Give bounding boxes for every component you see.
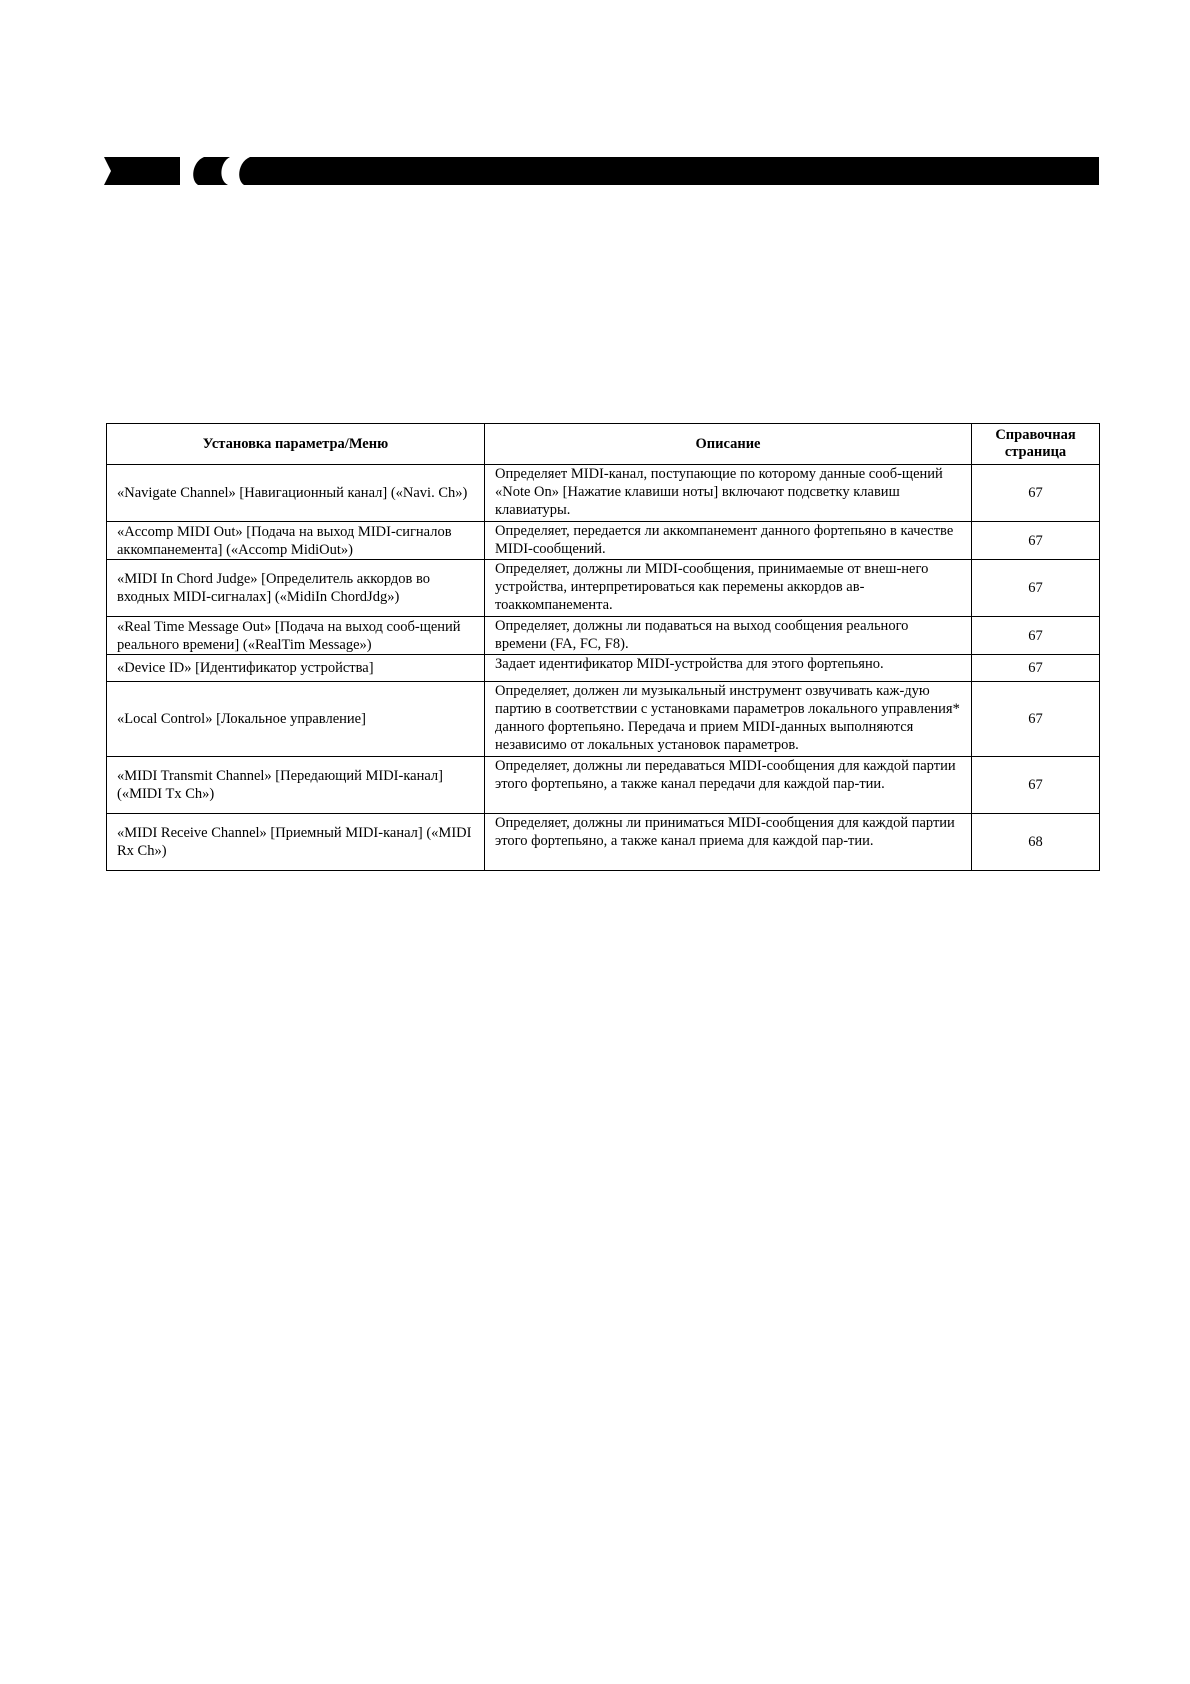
midi-parameters-table (106, 423, 1100, 871)
param-cell: «Accomp MIDI Out» [Подача на выход MIDI-сигналов аккомпанемента] («Accomp MidiOut») (107, 522, 485, 560)
page-cell: 67 (972, 522, 1100, 560)
description-cell: Определяет, должны ли передаваться MIDI-сообщения для каждой партии этого фортепьяно, а также канал передачи для каждой пар-тии. (485, 757, 972, 814)
table-row (107, 617, 1100, 655)
header-description: Описание (485, 424, 972, 465)
description-cell: Определяет, должен ли музыкальный инструмент озвучивать каж-дую партию в соответствии с установками параметров локального управления* данного фортепьяно. Передача и прием MIDI-данных выполняются независимо от локальных установок параметров. (485, 682, 972, 757)
page-cell: 67 (972, 655, 1100, 682)
header-param: Установка параметра/Меню (107, 424, 485, 465)
table-row (107, 757, 1100, 814)
description-cell: Задает идентификатор MIDI-устройства для этого фортепьяно. (485, 655, 972, 682)
page-cell: 67 (972, 560, 1100, 617)
page-cell: 67 (972, 757, 1100, 814)
table-header-row (107, 424, 1100, 465)
header-bar-main-block (239, 157, 1099, 185)
param-cell: «MIDI Transmit Channel» [Передающий MIDI-канал] («MIDI Tx Ch») (107, 757, 485, 814)
page-cell: 68 (972, 814, 1100, 871)
table-row (107, 655, 1100, 682)
page-cell: 67 (972, 617, 1100, 655)
description-cell: Определяет, должны ли подаваться на выход сообщения реального времени (FA, FC, F8). (485, 617, 972, 655)
description-cell: Определяет, должны ли MIDI-сообщения, принимаемые от внеш-него устройства, интерпретироваться как перемены аккордов ав-тоаккомпанемента. (485, 560, 972, 617)
description-cell: Определяет, должны ли приниматься MIDI-сообщения для каждой партии этого фортепьяно, а также канал приема для каждой пар-тии. (485, 814, 972, 871)
header-page: Справочная страница (972, 424, 1100, 465)
table-row (107, 814, 1100, 871)
param-cell: «Navigate Channel» [Навигационный канал] («Navi. Ch») (107, 465, 485, 522)
page-cell: 67 (972, 682, 1100, 757)
header-bar (104, 157, 1099, 185)
description-cell: Определяет, передается ли аккомпанемент данного фортепьяно в качестве MIDI-сообщений. (485, 522, 972, 560)
header-bar-left-block (104, 157, 180, 185)
param-cell: «MIDI In Chord Judge» [Определитель аккордов во входных MIDI-сигналах] («MidiIn ChordJdg») (107, 560, 485, 617)
param-cell: «Local Control» [Локальное управление] (107, 682, 485, 757)
table-row (107, 560, 1100, 617)
table-row (107, 522, 1100, 560)
table-row (107, 682, 1100, 757)
table-row (107, 465, 1100, 522)
page-cell: 67 (972, 465, 1100, 522)
description-cell: Определяет MIDI-канал, поступающие по которому данные сооб-щений «Note On» [Нажатие клавиши ноты] включают подсветку клавиш клавиатуры. (485, 465, 972, 522)
header-bar-middle-bracket (193, 157, 230, 185)
param-cell: «MIDI Receive Channel» [Приемный MIDI-канал] («MIDI Rx Ch») (107, 814, 485, 871)
param-cell: «Real Time Message Out» [Подача на выход сооб-щений реального времени] («RealTim Message») (107, 617, 485, 655)
header-bar-graphic (104, 157, 1099, 185)
param-cell: «Device ID» [Идентификатор устройства] (107, 655, 485, 682)
